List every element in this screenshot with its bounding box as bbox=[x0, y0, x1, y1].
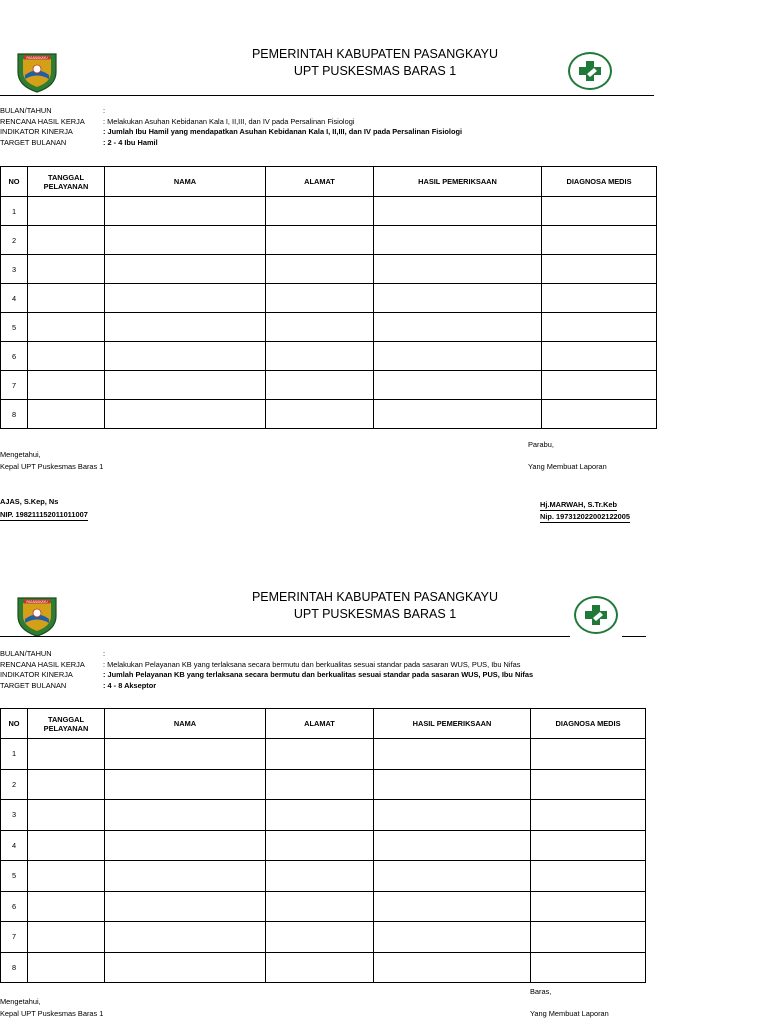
cell-hasil[interactable] bbox=[374, 861, 531, 892]
table-row bbox=[1, 861, 646, 892]
cell-hasil[interactable] bbox=[374, 891, 531, 922]
table-row bbox=[1, 830, 646, 861]
cell-alamat[interactable] bbox=[266, 400, 374, 429]
col-header-alamat: ALAMAT bbox=[266, 709, 374, 739]
col-header-tanggal: TANGGAL PELAYANAN bbox=[28, 709, 105, 739]
approval-label: Mengetahui, bbox=[0, 997, 41, 1006]
reporter-nip: Nip. 197312022002122005 bbox=[540, 512, 630, 521]
col-header-alamat: ALAMAT bbox=[266, 167, 374, 197]
cell-alamat[interactable] bbox=[266, 197, 374, 226]
cell-diagnosa[interactable] bbox=[542, 371, 657, 400]
cell-diagnosa[interactable] bbox=[542, 400, 657, 429]
cell-hasil[interactable] bbox=[374, 313, 542, 342]
cell-alamat[interactable] bbox=[266, 255, 374, 284]
cell-tanggal[interactable] bbox=[28, 952, 105, 983]
table-row bbox=[1, 952, 646, 983]
cell-tanggal[interactable] bbox=[28, 400, 105, 429]
indikator-value: : Jumlah Ibu Hamil yang mendapatkan Asuhan Kebidanan Kala I, II,III, dan IV pada Persalinan Fisiologi bbox=[103, 127, 463, 136]
cell-alamat[interactable] bbox=[266, 313, 374, 342]
row-number: 3 bbox=[1, 800, 28, 831]
approver-title: Kepal UPT Puskesmas Baras 1 bbox=[0, 1009, 104, 1018]
cell-tanggal[interactable] bbox=[28, 739, 105, 770]
rencana-value: : Melakukan Pelayanan KB yang terlaksana secara bermutu dan berkualitas sesuai standar pada sasaran WUS, PUS, Ibu Nifas bbox=[103, 659, 521, 669]
row-number: 8 bbox=[1, 952, 28, 983]
col-header-hasil: HASIL PEMERIKSAAN bbox=[374, 167, 542, 197]
cell-alamat[interactable] bbox=[266, 371, 374, 400]
cell-nama[interactable] bbox=[105, 769, 266, 800]
title-line-1: PEMERINTAH KABUPATEN PASANGKAYU bbox=[251, 47, 499, 61]
title-line-2: UPT PUSKESMAS BARAS 1 bbox=[293, 607, 457, 621]
approver-title: Kepal UPT Puskesmas Baras 1 bbox=[0, 462, 104, 471]
header-rule-end bbox=[622, 636, 646, 637]
cell-alamat[interactable] bbox=[266, 342, 374, 371]
cell-tanggal[interactable] bbox=[28, 255, 105, 284]
cell-diagnosa[interactable] bbox=[542, 313, 657, 342]
col-header-no: NO bbox=[1, 709, 28, 739]
cell-alamat[interactable] bbox=[266, 800, 374, 831]
cell-diagnosa[interactable] bbox=[531, 739, 646, 770]
logo-text: PASANGKAYU bbox=[26, 600, 48, 604]
cell-alamat[interactable] bbox=[266, 739, 374, 770]
logo-text: PASANGKAYU bbox=[26, 56, 48, 60]
table-row bbox=[1, 255, 657, 284]
cell-diagnosa[interactable] bbox=[542, 197, 657, 226]
cell-diagnosa[interactable] bbox=[542, 255, 657, 284]
cell-alamat[interactable] bbox=[266, 830, 374, 861]
report-place-date: Parabu, bbox=[528, 440, 554, 449]
rencana-label: RENCANA HASIL KERJA bbox=[0, 116, 85, 126]
cell-tanggal[interactable] bbox=[28, 197, 105, 226]
cell-nama[interactable] bbox=[105, 800, 266, 831]
cell-hasil[interactable] bbox=[374, 284, 542, 313]
pasangkayu-logo-icon bbox=[14, 48, 60, 94]
table-header-row bbox=[1, 709, 646, 739]
row-number: 4 bbox=[1, 830, 28, 861]
col-header-tanggal: TANGGAL PELAYANAN bbox=[28, 167, 105, 197]
table-row bbox=[1, 197, 657, 226]
cell-tanggal[interactable] bbox=[28, 830, 105, 861]
row-number: 5 bbox=[1, 861, 28, 892]
cell-nama[interactable] bbox=[105, 197, 266, 226]
cell-alamat[interactable] bbox=[266, 891, 374, 922]
cell-alamat[interactable] bbox=[266, 861, 374, 892]
cell-alamat[interactable] bbox=[266, 284, 374, 313]
cell-hasil[interactable] bbox=[374, 197, 542, 226]
col-header-nama: NAMA bbox=[105, 709, 266, 739]
report-info bbox=[0, 106, 462, 148]
service-table bbox=[0, 708, 646, 983]
target-value: : 2 - 4 Ibu Hamil bbox=[103, 137, 158, 147]
cell-diagnosa[interactable] bbox=[531, 952, 646, 983]
table-row bbox=[1, 739, 646, 770]
cell-hasil[interactable] bbox=[374, 739, 531, 770]
cell-tanggal[interactable] bbox=[28, 226, 105, 255]
title-line-2: UPT PUSKESMAS BARAS 1 bbox=[293, 64, 457, 78]
col-header-no: NO bbox=[1, 167, 28, 197]
approver-name: AJAS, S.Kep, Ns bbox=[0, 497, 59, 506]
cell-tanggal[interactable] bbox=[28, 371, 105, 400]
cell-hasil[interactable] bbox=[374, 226, 542, 255]
report-form-2 bbox=[0, 585, 768, 1024]
table-row bbox=[1, 922, 646, 953]
indikator-label: INDIKATOR KINERJA bbox=[0, 127, 73, 136]
indikator-label: INDIKATOR KINERJA bbox=[0, 670, 73, 679]
cell-nama[interactable] bbox=[105, 371, 266, 400]
row-number: 4 bbox=[1, 284, 28, 313]
cell-nama[interactable] bbox=[105, 830, 266, 861]
table-row bbox=[1, 400, 657, 429]
row-number: 8 bbox=[1, 400, 28, 429]
reporter-title: Yang Membuat Laporan bbox=[528, 462, 607, 471]
cell-tanggal[interactable] bbox=[28, 284, 105, 313]
cell-diagnosa[interactable] bbox=[531, 800, 646, 831]
row-number: 2 bbox=[1, 769, 28, 800]
cell-alamat[interactable] bbox=[266, 226, 374, 255]
rencana-value: : Melakukan Asuhan Kebidanan Kala I, II,III, dan IV pada Persalinan Fisiologi bbox=[103, 116, 355, 126]
row-number: 6 bbox=[1, 891, 28, 922]
row-number: 2 bbox=[1, 226, 28, 255]
cell-nama[interactable] bbox=[105, 891, 266, 922]
cell-nama[interactable] bbox=[105, 342, 266, 371]
cell-hasil[interactable] bbox=[374, 800, 531, 831]
target-label: TARGET BULANAN bbox=[0, 137, 67, 147]
cell-hasil[interactable] bbox=[374, 342, 542, 371]
cell-diagnosa[interactable] bbox=[531, 922, 646, 953]
cell-tanggal[interactable] bbox=[28, 769, 105, 800]
report-info bbox=[0, 649, 533, 691]
cell-diagnosa[interactable] bbox=[531, 769, 646, 800]
indikator-value: : Jumlah Pelayanan KB yang terlaksana secara bermutu dan berkualitas sesuai standar pada sasaran WUS, PUS, Ibu Nifas bbox=[103, 670, 534, 679]
cell-alamat[interactable] bbox=[266, 952, 374, 983]
cell-hasil[interactable] bbox=[374, 371, 542, 400]
table-row bbox=[1, 891, 646, 922]
cell-diagnosa[interactable] bbox=[542, 284, 657, 313]
table-row bbox=[1, 342, 657, 371]
cell-tanggal[interactable] bbox=[28, 861, 105, 892]
cell-alamat[interactable] bbox=[266, 922, 374, 953]
col-header-nama: NAMA bbox=[105, 167, 266, 197]
bulan-label: BULAN/TAHUN bbox=[0, 106, 52, 115]
table-header-row bbox=[1, 167, 657, 197]
col-header-hasil: HASIL PEMERIKSAAN bbox=[374, 709, 531, 739]
bulan-value: : bbox=[103, 106, 106, 115]
cell-nama[interactable] bbox=[105, 313, 266, 342]
cell-nama[interactable] bbox=[105, 284, 266, 313]
header-rule bbox=[0, 636, 570, 637]
cell-hasil[interactable] bbox=[374, 400, 542, 429]
document-title bbox=[160, 46, 590, 80]
target-value: : 4 - 8 Akseptor bbox=[103, 680, 157, 690]
cell-hasil[interactable] bbox=[374, 922, 531, 953]
header-rule bbox=[0, 95, 654, 96]
cell-hasil[interactable] bbox=[374, 830, 531, 861]
target-label: TARGET BULANAN bbox=[0, 680, 67, 690]
row-number: 5 bbox=[1, 313, 28, 342]
cell-tanggal[interactable] bbox=[28, 922, 105, 953]
service-table bbox=[0, 166, 657, 429]
cell-diagnosa[interactable] bbox=[531, 861, 646, 892]
row-number: 7 bbox=[1, 371, 28, 400]
cell-nama[interactable] bbox=[105, 255, 266, 284]
approval-label: Mengetahui, bbox=[0, 450, 41, 459]
row-number: 6 bbox=[1, 342, 28, 371]
cell-tanggal[interactable] bbox=[28, 891, 105, 922]
table-row bbox=[1, 284, 657, 313]
bulan-value: : bbox=[103, 649, 106, 658]
cell-nama[interactable] bbox=[105, 922, 266, 953]
row-number: 1 bbox=[1, 739, 28, 770]
puskesmas-logo-icon bbox=[568, 52, 612, 90]
cell-nama[interactable] bbox=[105, 226, 266, 255]
puskesmas-logo-icon bbox=[574, 596, 618, 634]
row-number: 3 bbox=[1, 255, 28, 284]
table-row bbox=[1, 313, 657, 342]
cell-tanggal[interactable] bbox=[28, 342, 105, 371]
approver-nip: NIP. 198211152011011007 bbox=[0, 510, 88, 519]
table-row bbox=[1, 800, 646, 831]
cell-diagnosa[interactable] bbox=[531, 830, 646, 861]
cell-diagnosa[interactable] bbox=[531, 891, 646, 922]
reporter-title: Yang Membuat Laporan bbox=[530, 1009, 609, 1018]
cell-tanggal[interactable] bbox=[28, 313, 105, 342]
row-number: 1 bbox=[1, 197, 28, 226]
table-row bbox=[1, 371, 657, 400]
cell-hasil[interactable] bbox=[374, 952, 531, 983]
col-header-diagnosa: DIAGNOSA MEDIS bbox=[531, 709, 646, 739]
cell-nama[interactable] bbox=[105, 400, 266, 429]
cell-nama[interactable] bbox=[105, 739, 266, 770]
cell-nama[interactable] bbox=[105, 952, 266, 983]
pasangkayu-logo-icon bbox=[14, 592, 60, 638]
cell-alamat[interactable] bbox=[266, 769, 374, 800]
cell-nama[interactable] bbox=[105, 861, 266, 892]
report-place-date: Baras, bbox=[530, 987, 552, 996]
table-row bbox=[1, 226, 657, 255]
cell-hasil[interactable] bbox=[374, 255, 542, 284]
col-header-diagnosa: DIAGNOSA MEDIS bbox=[542, 167, 657, 197]
title-line-1: PEMERINTAH KABUPATEN PASANGKAYU bbox=[251, 590, 499, 604]
row-number: 7 bbox=[1, 922, 28, 953]
table-row bbox=[1, 769, 646, 800]
bulan-label: BULAN/TAHUN bbox=[0, 649, 52, 658]
cell-diagnosa[interactable] bbox=[542, 342, 657, 371]
cell-tanggal[interactable] bbox=[28, 800, 105, 831]
cell-diagnosa[interactable] bbox=[542, 226, 657, 255]
document-title bbox=[160, 589, 590, 623]
cell-hasil[interactable] bbox=[374, 769, 531, 800]
rencana-label: RENCANA HASIL KERJA bbox=[0, 659, 85, 669]
reporter-name: Hj.MARWAH, S.Tr.Keb bbox=[540, 500, 618, 509]
